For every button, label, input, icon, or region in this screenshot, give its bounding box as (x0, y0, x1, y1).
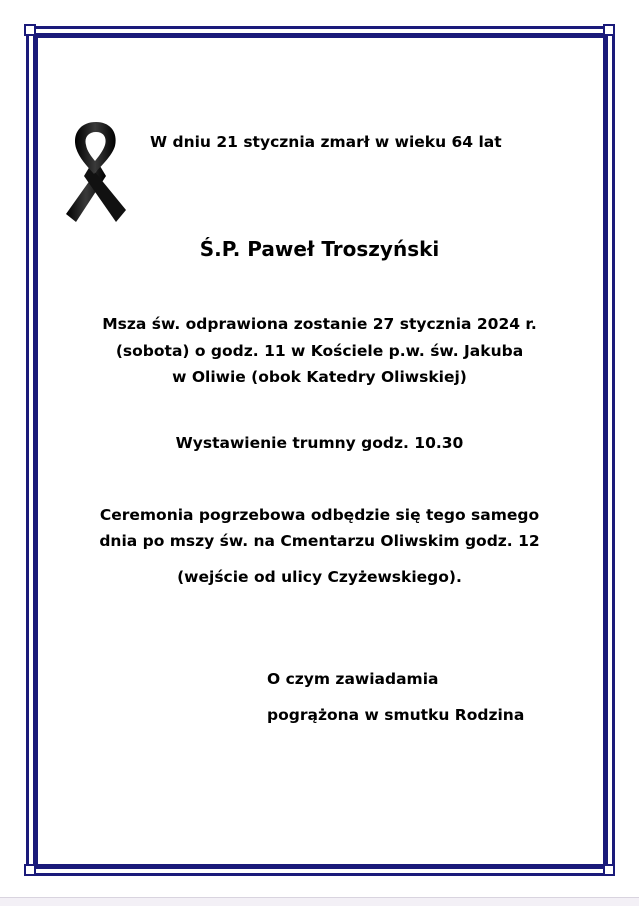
coffin-viewing-text: Wystawienie trumny godz. 10.30 (175, 434, 464, 452)
ceremony-line-1: Ceremonia pogrzebowa odbędzie się tego samego (99, 506, 540, 524)
mourning-ribbon-icon (60, 118, 132, 226)
mass-line-2: (sobota) o godz. 11 w Kościele p.w. św. Jakuba (115, 342, 524, 360)
intro-text: W dniu 21 stycznia zmarł w wieku 64 lat (150, 133, 502, 151)
deceased-name: Ś.P. Paweł Troszyński (199, 237, 440, 261)
corner-ornament-top-right (603, 24, 615, 36)
mass-line-3: w Oliwie (obok Katedry Oliwskiej) (172, 368, 467, 386)
mass-line-1: Msza św. odprawiona zostanie 27 stycznia 2024 r. (102, 315, 537, 333)
corner-ornament-bottom-left (24, 864, 36, 876)
ceremony-line-3: (wejście od ulicy Czyżewskiego). (177, 568, 462, 586)
corner-ornament-bottom-right (603, 864, 615, 876)
signature-line-2: pogrążona w smutku Rodzina (267, 706, 525, 724)
signature-line-1: O czym zawiadamia (267, 670, 439, 688)
corner-ornament-top-left (24, 24, 36, 36)
ceremony-line-2: dnia po mszy św. na Cmentarzu Oliwskim godz. 12 (99, 532, 540, 550)
